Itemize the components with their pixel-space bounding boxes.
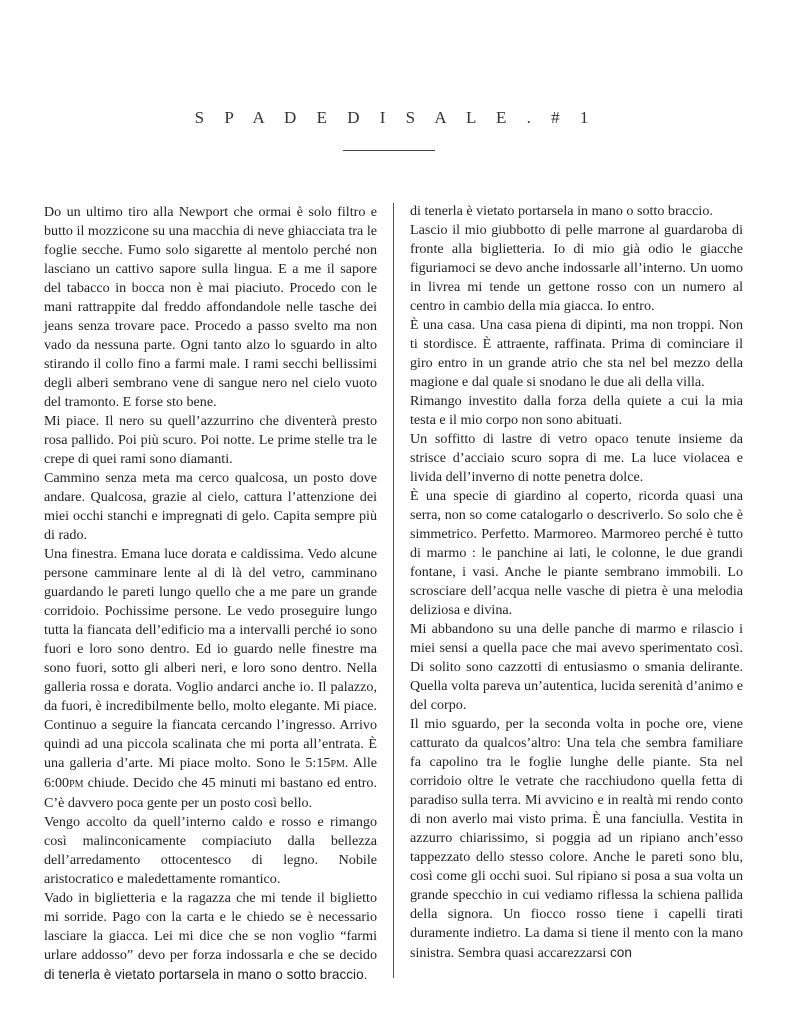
paragraph: Un soffitto di lastre di vetro opaco tenute insieme da strisce d’acciaio scuro sopra di me. La luce violacea e livida dell’inverno di notte penetra dolce. (410, 431, 743, 485)
paragraph (410, 715, 743, 963)
paragraph: Mi abbandono su una delle panche di marmo e rilascio i miei sensi a quella pace che mai avevo sperimentato così. Di solito sono cazzotti di entusiasmo o smania delirante. Quella volta pareva un’autentica, lucida serenità d’animo e del corpo. (410, 621, 743, 713)
paragraph: di tenerla è vietato portarsela in mano o sotto braccio. (410, 203, 713, 219)
paragraph-text-sans: di tenerla è vietato portarsela in mano o sotto braccio. (44, 967, 368, 982)
paragraph: Cammino senza meta ma cerco qualcosa, un posto dove andare. Qualcosa, grazie al cielo, cattura l’attenzione dei miei occhi stanchi e impregnati di gelo. Capita sempre più di rado. (44, 470, 377, 543)
right-column (410, 202, 743, 963)
paragraph: Lascio il mio giubbotto di pelle marrone al guardaroba di fronte alla biglietteria. Io di mio già odio le giacche figuriamoci se devo anche indossarle all’interno. Un uomo in livrea mi tende un gettone rosso con un numero al centro in cambio della mia giacca. Io entro. (410, 222, 743, 314)
paragraph-text: . Alle 6:00 (44, 755, 377, 791)
paragraph: È una casa. Una casa piena di dipinti, ma non troppi. Non ti stordisce. È attraente, raffinata. Prima di cominciare il giro entro in un grande atrio che sta nel bel mezzo della magione e dal quale si snodano le due ali della villa. (410, 317, 743, 390)
paragraph: Mi piace. Il nero su quell’azzurrino che diventerà presto rosa pallido. Poi più scuro. Poi notte. Le prime stelle tra le crepe di quei rami sono diamanti. (44, 413, 377, 467)
time-suffix: PM (69, 779, 84, 790)
paragraph: Vengo accolto da quell’interno caldo e rosso e rimango così malinconicamente compiaciuto dalla bellezza dell’arredamento ottocentesco di legno. Nobile aristocratico e maledettamente romantico. (44, 814, 377, 887)
paragraph-text-sans: con (609, 945, 632, 960)
time-suffix: PM (330, 759, 345, 770)
paragraph-text: Il mio sguardo, per la seconda volta in poche ore, viene catturato da qualcos’altro: Una tela che sembra familiare fa capolino tra le foglie lunghe delle piante. Sta nel corridoio oltre le vetrate che racchiudono quella fetta di paradiso sulla terra. Mi avvicino e in realtà mi rendo conto di non averlo mai visto prima. È una fanciulla. Vestita in azzurro chiarissimo, si poggia ad un ripiano anch’esso tappezzato dello stesso colore. Anche le pareti sono blu, così come gli occhi suoi. Sul ripiano si posa a sua volta un grande specchio in cui vediamo riflessa la schiena pallida della signora. Un fiocco rosso tiene i capelli tirati duramente indietro. La dama si tiene il mento con la mano sinistra. Sembra quasi accarezzarsi (410, 716, 743, 961)
left-column (44, 203, 377, 985)
paragraph (44, 889, 377, 985)
paragraph-text: chiude. Decido che 45 minuti mi bastano ed entro. C’è davvero poca gente per un posto così bello. (44, 775, 377, 811)
paragraph: Rimango investito dalla forza della quiete a cui la mia testa e il mio corpo non sono abituati. (410, 393, 743, 428)
paragraph: È una specie di giardino al coperto, ricorda quasi una serra, non so come catalogarlo o descriverlo. So solo che è simmetrico. Perfetto. Marmoreo. Marmoreo perché è tutto di marmo : le panchine ai lati, le colonne, le due grandi fontane, i vasi. Anche le piante sembrano immobili. Lo scrosciare dell’acqua nelle vasche di pietra è una melodia deliziosa e divina. (410, 488, 743, 618)
paragraph: Do un ultimo tiro alla Newport che ormai è solo filtro e butto il mozzicone su una macchia di neve ghiacciata tra le foglie secche. Fumo solo sigarette al mentolo perché non lasciano un cattivo sapore sulla lingua. E a me il sapore del tabacco in bocca non è mai piaciuto. Procedo con le mani rattrappite dal freddo affondandole nelle tasche dei jeans senza trovare pace. Procedo a passo svelto ma non vado da nessuna parte. Ogni tanto alzo lo sguardo in alto stirando il collo fino a farmi male. I rami secchi bellissimi degli alberi sembrano vene di sangue nero nel cielo vuoto del tramonto. E forse sto bene. (44, 204, 377, 410)
title-underline (343, 150, 435, 151)
paragraph-text: Vado in biglietteria e la ragazza che mi tende il biglietto mi sorride. Pago con la carta e le chiedo se è necessario lasciare la giacca. Lei mi dice che se non voglio “farmi urlare addosso” devo per forza indossarla e che se decido (44, 890, 377, 963)
paragraph (44, 545, 377, 813)
document-title: S P A D E D I S A L E . # 1 (194, 108, 597, 127)
paragraph-text: Una finestra. Emana luce dorata e caldissima. Vedo alcune persone camminare lente al di là del vetro, camminano guardando le pareti lungo quello che a me pare un grande corridoio. Pochissime persone. Le vedo proseguire lungo tutta la fiancata dell’edificio ma a intervalli perché io sono fuori e loro sono dentro. Ed io guardo nelle finestre ma sono fuori, sotto gli alberi neri, e loro sono dentro. Nella galleria rossa e dorata. Voglio andarci anche io. Il palazzo, da fuori, è incredibilmente bello, molto elegante. Mi piace. Continuo a seguire la fiancata cercando l’ingresso. Arrivo quindi ad una piccola scalinata che mi porta all’entrata. È una galleria d’arte. Mi piace molto. Sono le 5:15 (44, 546, 377, 771)
column-divider (393, 203, 394, 978)
